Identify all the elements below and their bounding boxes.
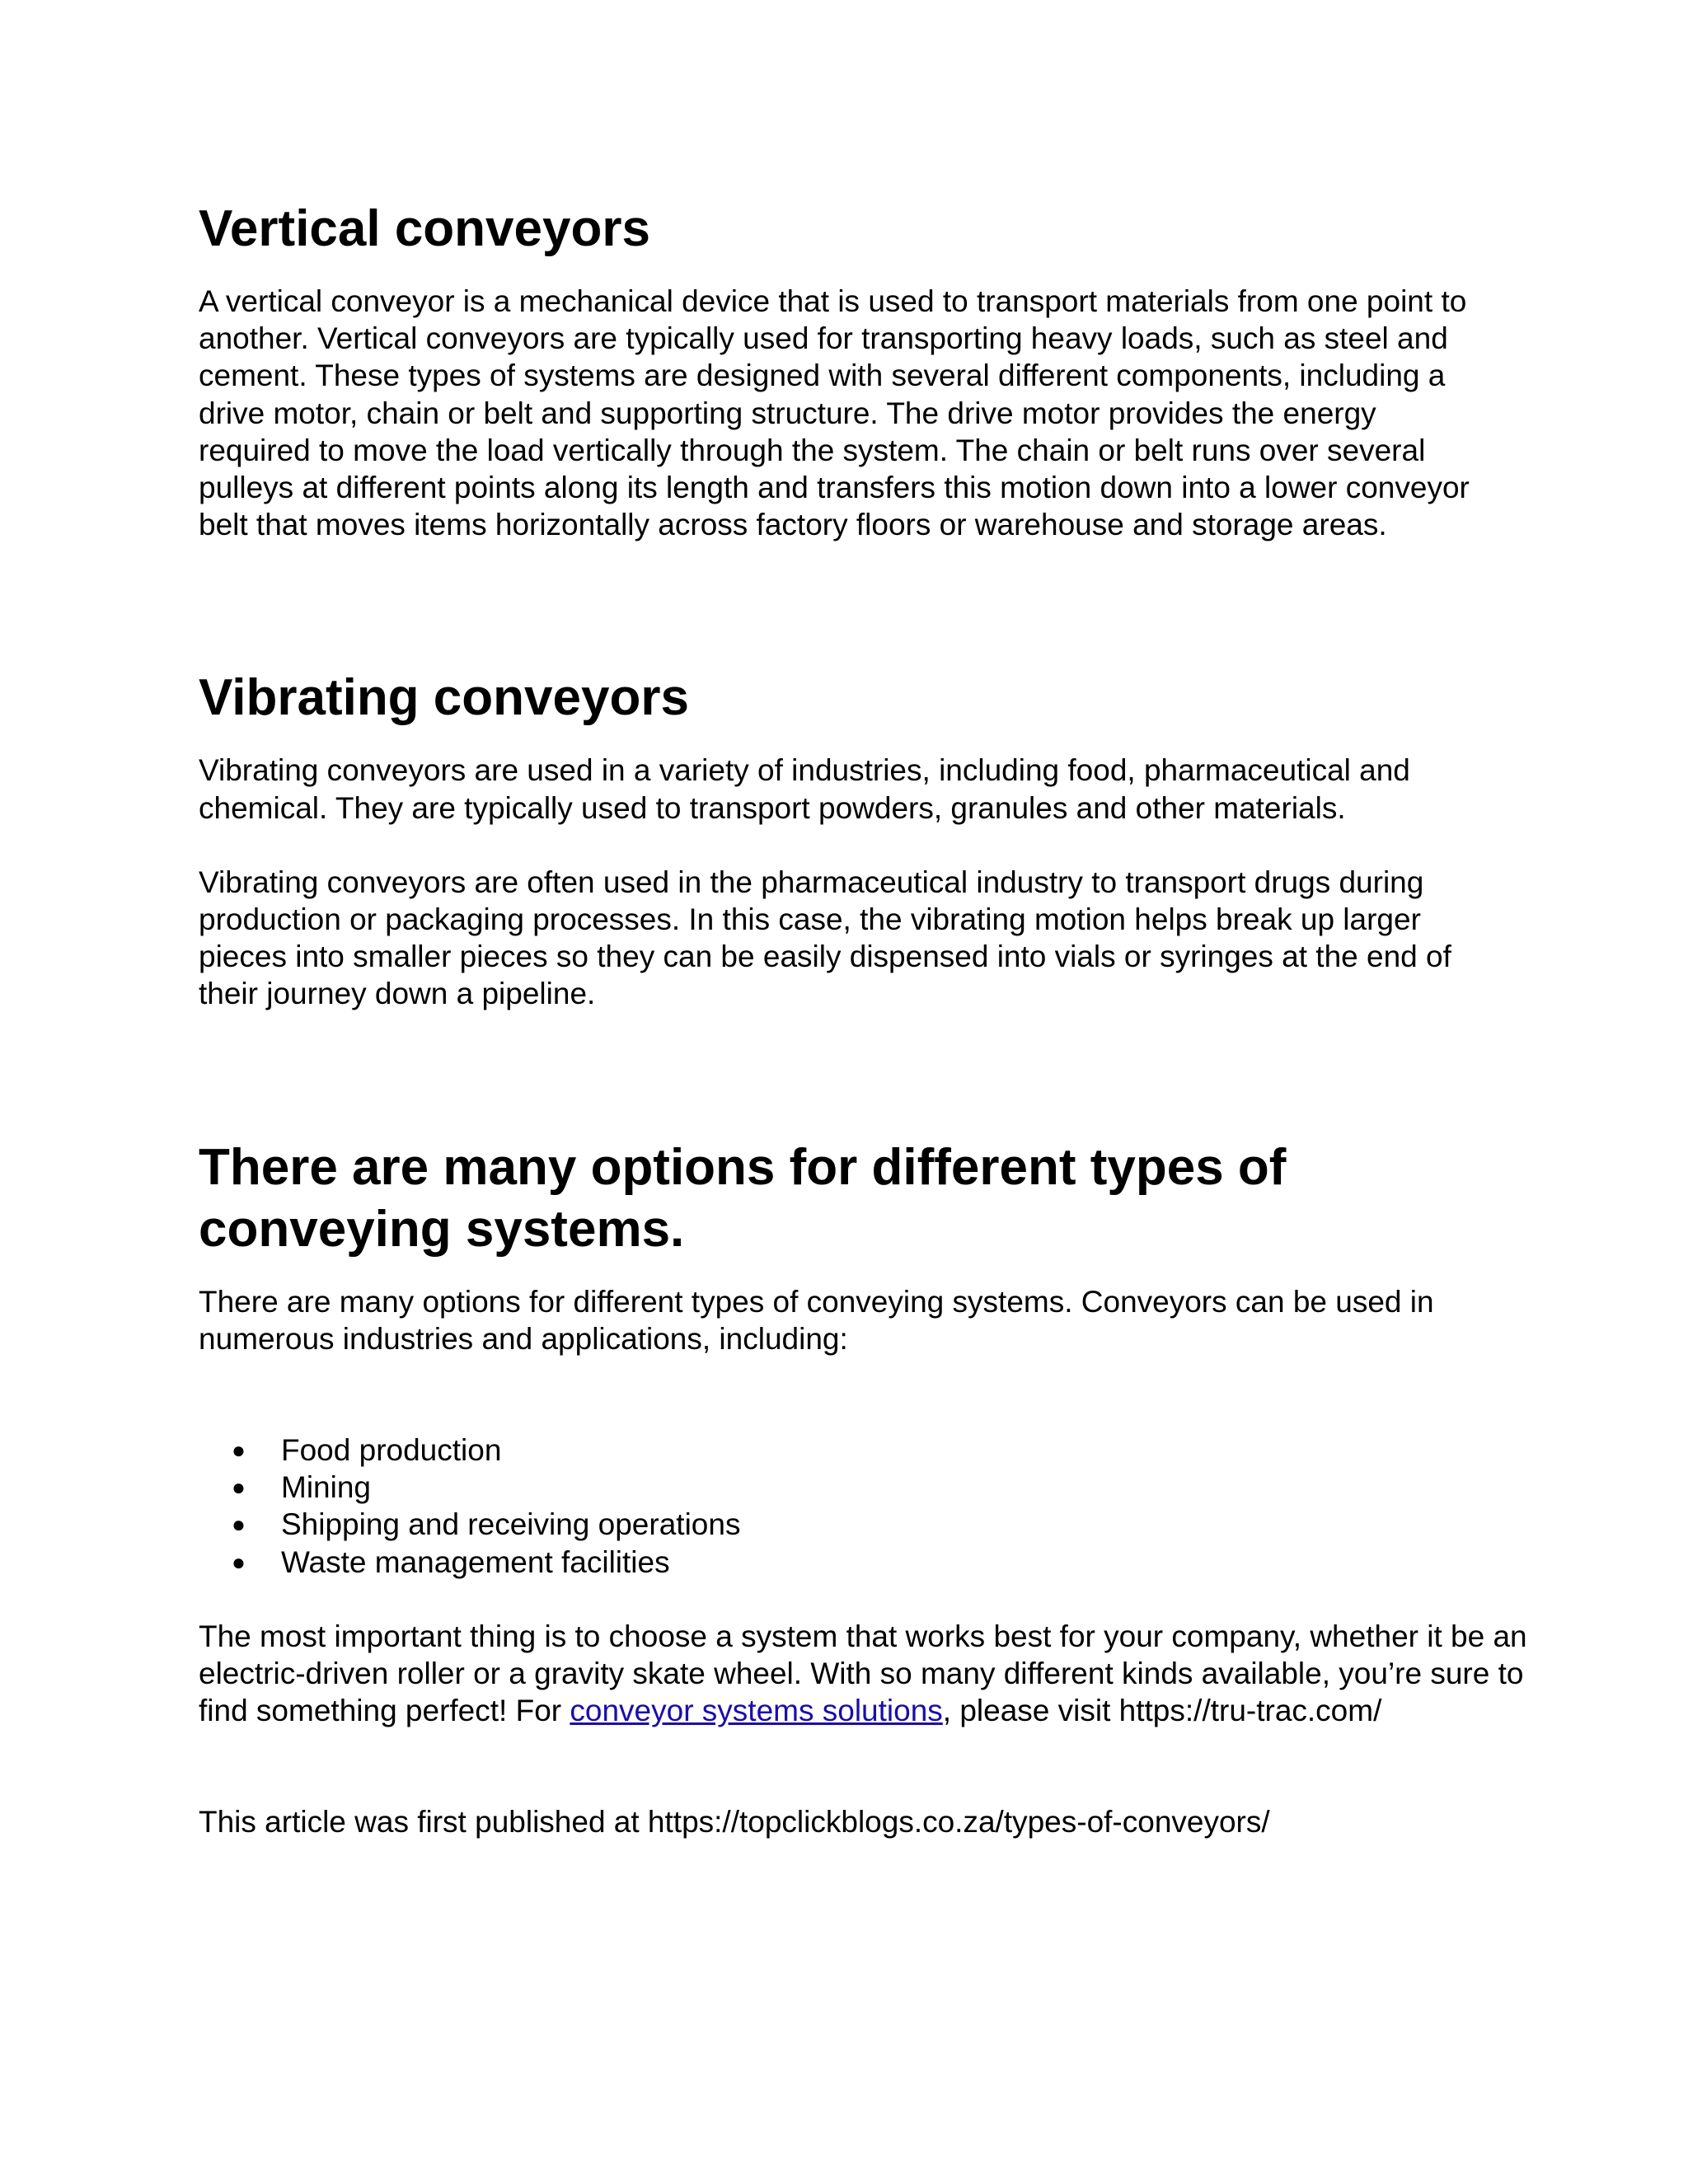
heading-vibrating-conveyors: Vibrating conveyors <box>199 669 689 727</box>
list-item <box>199 1544 1517 1581</box>
bullet-icon: ● <box>232 1474 246 1501</box>
list-item <box>199 1432 1517 1469</box>
paragraph-vibrating-conveyors-2: Vibrating conveyors are often used in the pharmaceutical industry to transport drugs during production or packaging processes. In this case, the vibrating motion helps break up larger pieces into smaller pieces so they can be easily dispensed into vials or syringes at the end of their journey down a pipeline. <box>199 865 1451 1011</box>
paragraph-published-note: This article was first published at https://topclickblogs.co.za/types-of-conveyors/ <box>199 1805 1270 1840</box>
list-item <box>199 1469 1517 1506</box>
bullet-icon: ● <box>232 1549 246 1575</box>
list-item-label: Shipping and receiving operations <box>281 1507 741 1542</box>
conveyor-systems-solutions-link[interactable]: conveyor systems solutions <box>570 1694 943 1728</box>
list-item <box>199 1506 1517 1543</box>
bullet-icon: ● <box>232 1437 246 1464</box>
industries-list <box>199 1432 1517 1581</box>
list-item-label: Mining <box>281 1470 371 1505</box>
document-page <box>199 198 1527 1841</box>
closing-text-before-link: The most important thing is to choose a system that works best for your company, whether it be an electric-driven roller or a gravity skate wheel. With so many different kinds available, you’re sure to find something perfect! For <box>199 1619 1527 1728</box>
paragraph-vibrating-conveyors-1: Vibrating conveyors are used in a variety of industries, including food, pharmaceutical and chemical. They are typically used to transport powders, granules and other materials. <box>199 753 1410 825</box>
list-item-label: Food production <box>281 1433 502 1468</box>
paragraph-closing <box>199 1618 1534 1730</box>
bullet-icon: ● <box>232 1511 246 1538</box>
closing-text-after-link: , please visit https://tru-trac.com/ <box>942 1694 1382 1728</box>
paragraph-vertical-conveyors: A vertical conveyor is a mechanical device that is used to transport materials from one point to another. Vertical conveyors are typically used for transporting heavy loads, such as steel and cement. These types of systems are designed with several different components, including a drive motor, chain or belt and supporting structure. The drive motor provides the energy required to move the load vertically through the system. The chain or belt runs over several pulleys at different points along its length and transfers this motion down into a lower conveyor belt that moves items horizontally across factory floors or warehouse and storage areas. <box>199 284 1470 542</box>
list-item-label: Waste management facilities <box>281 1544 670 1579</box>
paragraph-conveying-options: There are many options for different types of conveying systems. Conveyors can be used in numerous industries and applications, including: <box>199 1284 1434 1356</box>
heading-conveying-options: There are many options for different types of conveying systems. <box>199 1138 1287 1258</box>
heading-vertical-conveyors: Vertical conveyors <box>199 200 650 257</box>
